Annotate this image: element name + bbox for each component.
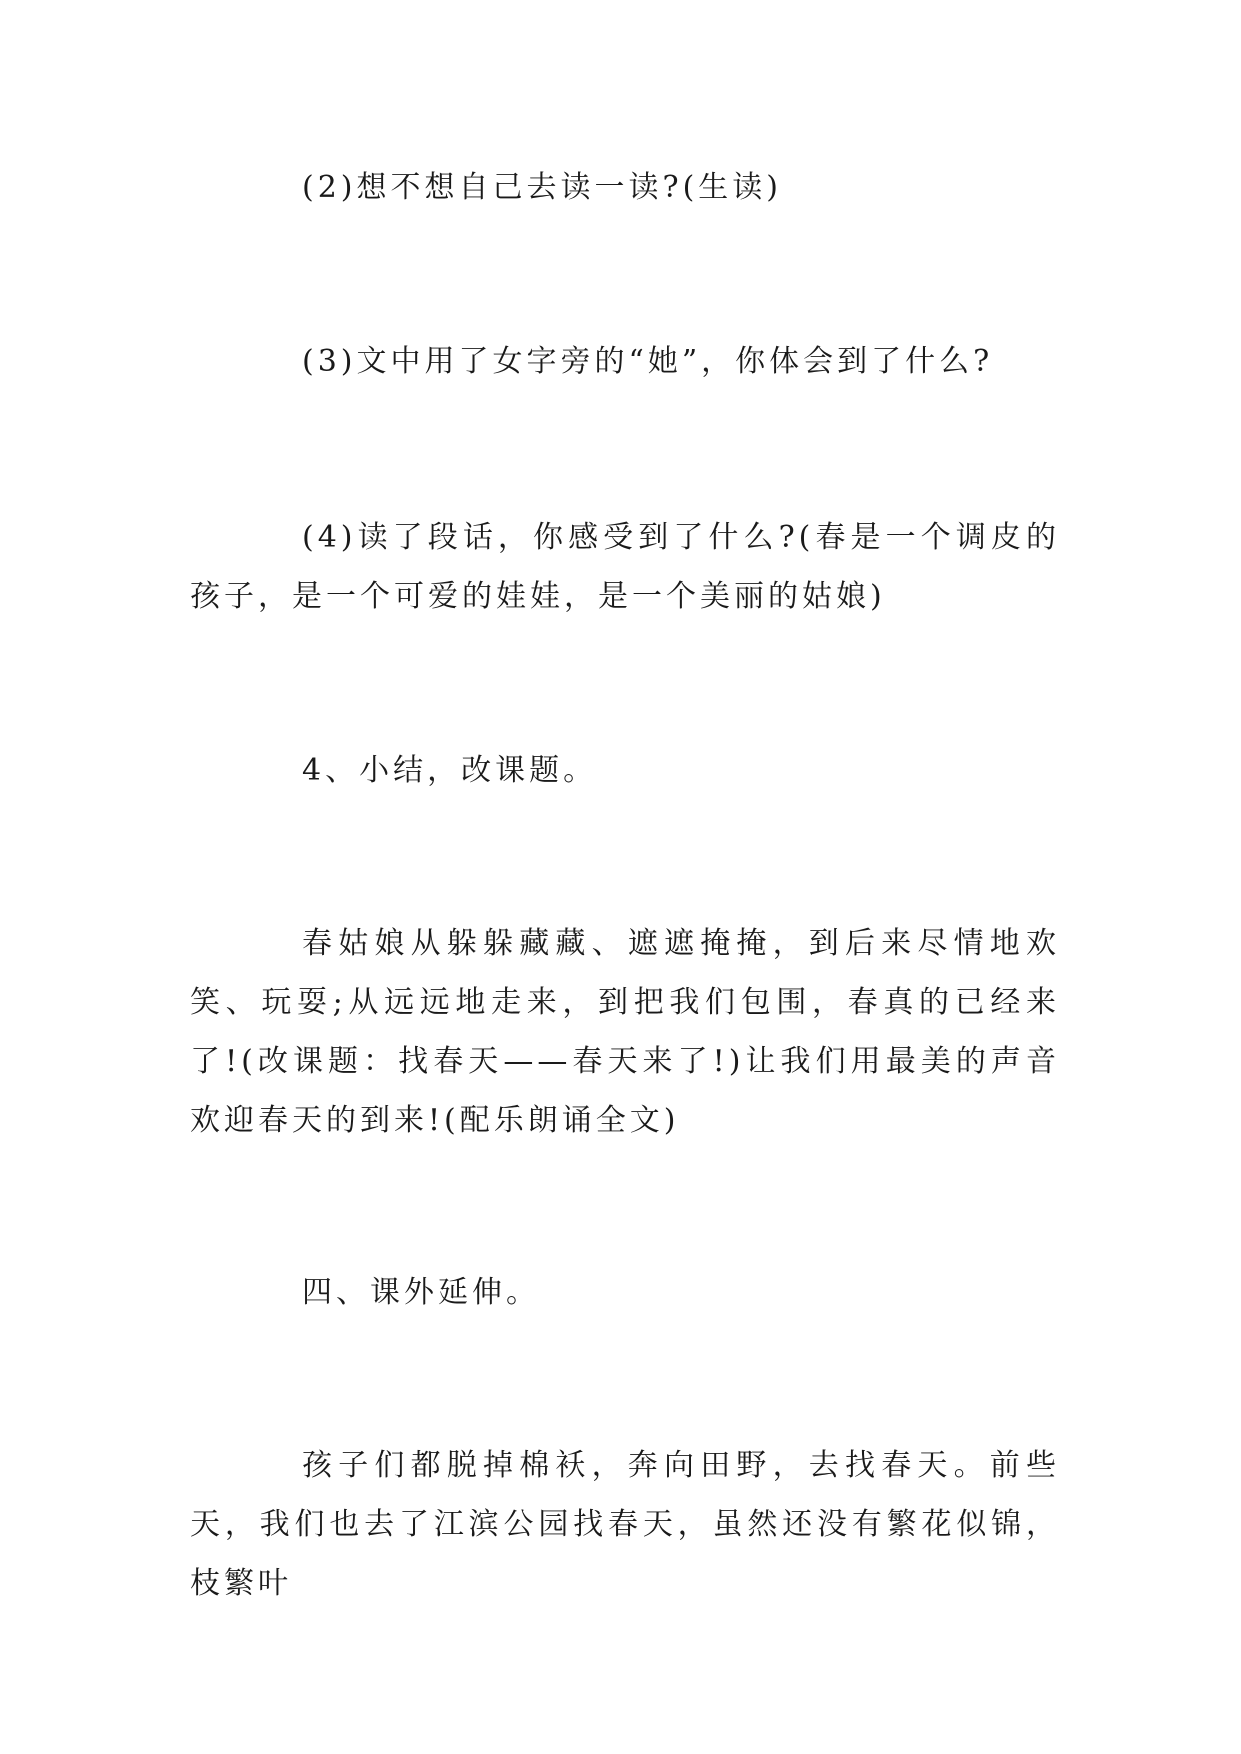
- paragraph-question-2: (2)想不想自己去读一读?(生读): [302, 170, 782, 205]
- paragraph-extension-body: 孩子们都脱掉棉袄，奔向田野，去找春天。前些天，我们也去了江滨公园找春天，虽然还没有繁花似锦，枝繁叶: [190, 1448, 1060, 1601]
- paragraph-section-heading: 四、课外延伸。: [302, 1275, 540, 1310]
- paragraph-summary-heading: 4、小结，改课题。: [302, 753, 598, 788]
- paragraph-summary-body: 春姑娘从躲躲藏藏、遮遮掩掩，到后来尽情地欢笑、玩耍;从远远地走来，到把我们包围，春真的已经来了!(改课题：找春天——春天来了!)让我们用最美的声音欢迎春天的到来!(配乐朗诵全文): [190, 926, 1060, 1138]
- paragraph-question-4: (4)读了段话，你感受到了什么?(春是一个调皮的孩子，是一个可爱的娃娃，是一个美丽的姑娘): [190, 520, 1060, 614]
- paragraph-question-3: (3)文中用了女字旁的“她”，你体会到了什么?: [302, 344, 994, 379]
